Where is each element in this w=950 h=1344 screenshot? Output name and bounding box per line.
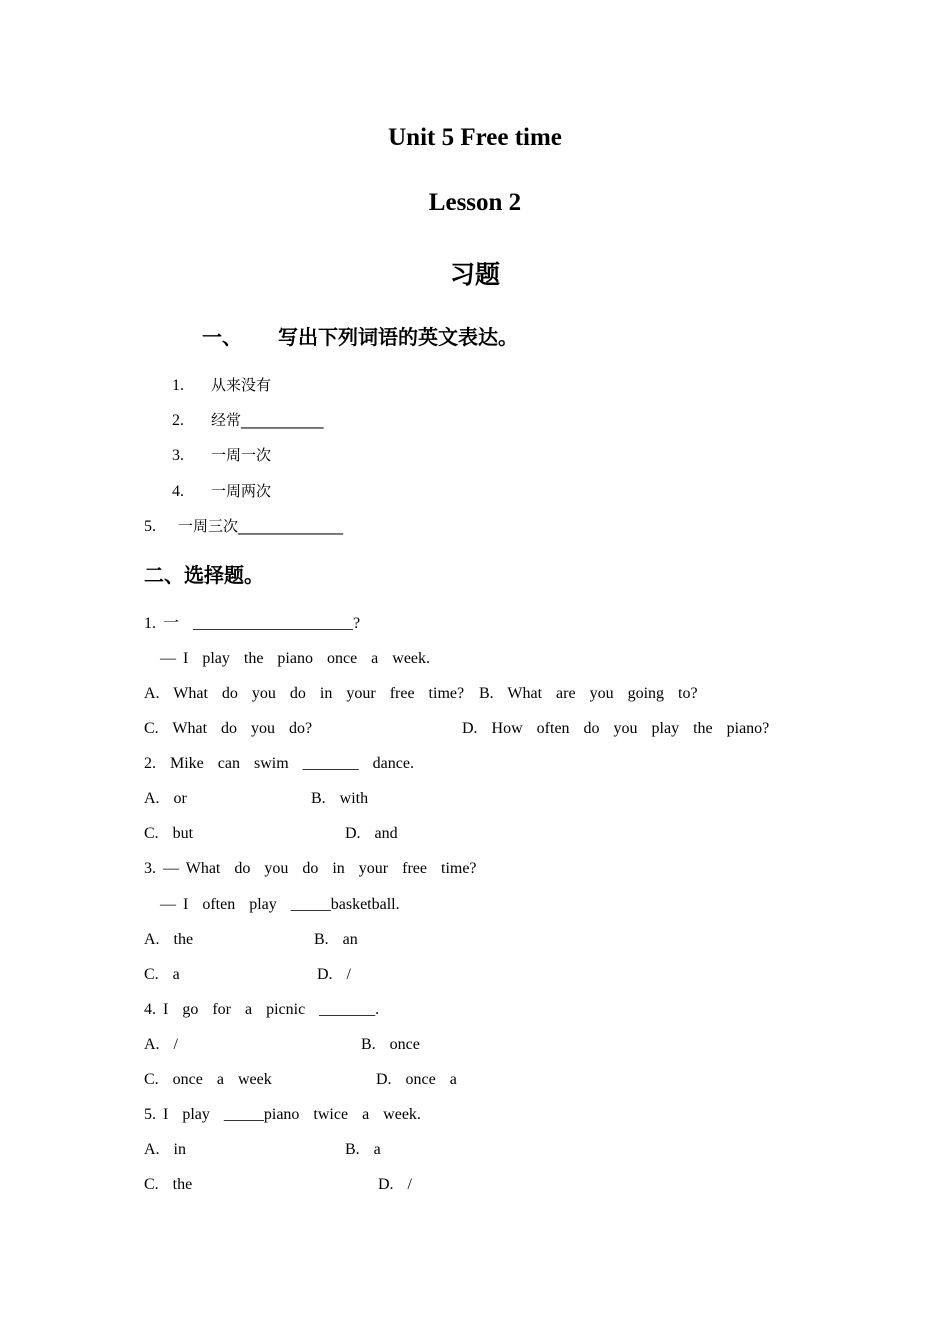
lesson-title: Lesson 2 [428, 189, 522, 216]
option-a: A. or [144, 790, 187, 807]
section1-item-num: 5. [144, 518, 156, 535]
question-line: 3. — What do you do in your free time? [144, 860, 477, 877]
option-b: B. once [361, 1036, 420, 1053]
option-a: A. in [144, 1141, 186, 1158]
option-b: B. with [311, 790, 369, 807]
option-a: A. What do you do in your free time? [144, 685, 465, 702]
section1-item-text: 从来没有 [211, 376, 272, 394]
question-line: — I play the piano once a week. [160, 650, 431, 667]
section1-item-num: 4. [172, 483, 184, 500]
option-b: B. a [345, 1141, 381, 1158]
option-b: B. What are you going to? [479, 685, 698, 702]
section1-item-text: 经常___________ [211, 411, 324, 429]
option-b: B. an [314, 931, 358, 948]
section1-number: 一、 [202, 325, 242, 349]
option-d: D. once a [376, 1071, 457, 1088]
option-c: C. a [144, 966, 180, 983]
option-d: D. / [317, 966, 351, 983]
section1-item-text: 一周一次 [211, 446, 272, 464]
option-c: C. once a week [144, 1071, 272, 1088]
option-c: C. but [144, 825, 194, 842]
question-line: 5. I play _____piano twice a week. [144, 1106, 421, 1123]
exercise-title: 习题 [449, 260, 500, 289]
option-d: D. How often do you play the piano? [462, 720, 770, 737]
question-line: 1. 一 ____________________? [144, 615, 361, 632]
option-a: A. the [144, 931, 194, 948]
section1-item-num: 3. [172, 447, 184, 464]
question-line: 2. Mike can swim _______ dance. [144, 755, 414, 772]
section1-item-num: 1. [172, 377, 184, 394]
option-a: A. / [144, 1036, 178, 1053]
option-c: C. What do you do? [144, 720, 313, 737]
section2-heading: 二、选择题。 [144, 563, 264, 587]
unit-title: Unit 5 Free time [388, 124, 562, 151]
option-d: D. and [345, 825, 398, 842]
section1-item-text: 一周两次 [211, 482, 272, 500]
question-line: — I often play _____basketball. [160, 896, 400, 913]
section1-heading: 写出下列词语的英文表达。 [278, 325, 518, 349]
section1-item-text: 一周三次______________ [178, 517, 344, 535]
option-c: C. the [144, 1176, 193, 1193]
option-d: D. / [378, 1176, 412, 1193]
question-line: 4. I go for a picnic _______. [144, 1001, 380, 1018]
section1-item-num: 2. [172, 412, 184, 429]
